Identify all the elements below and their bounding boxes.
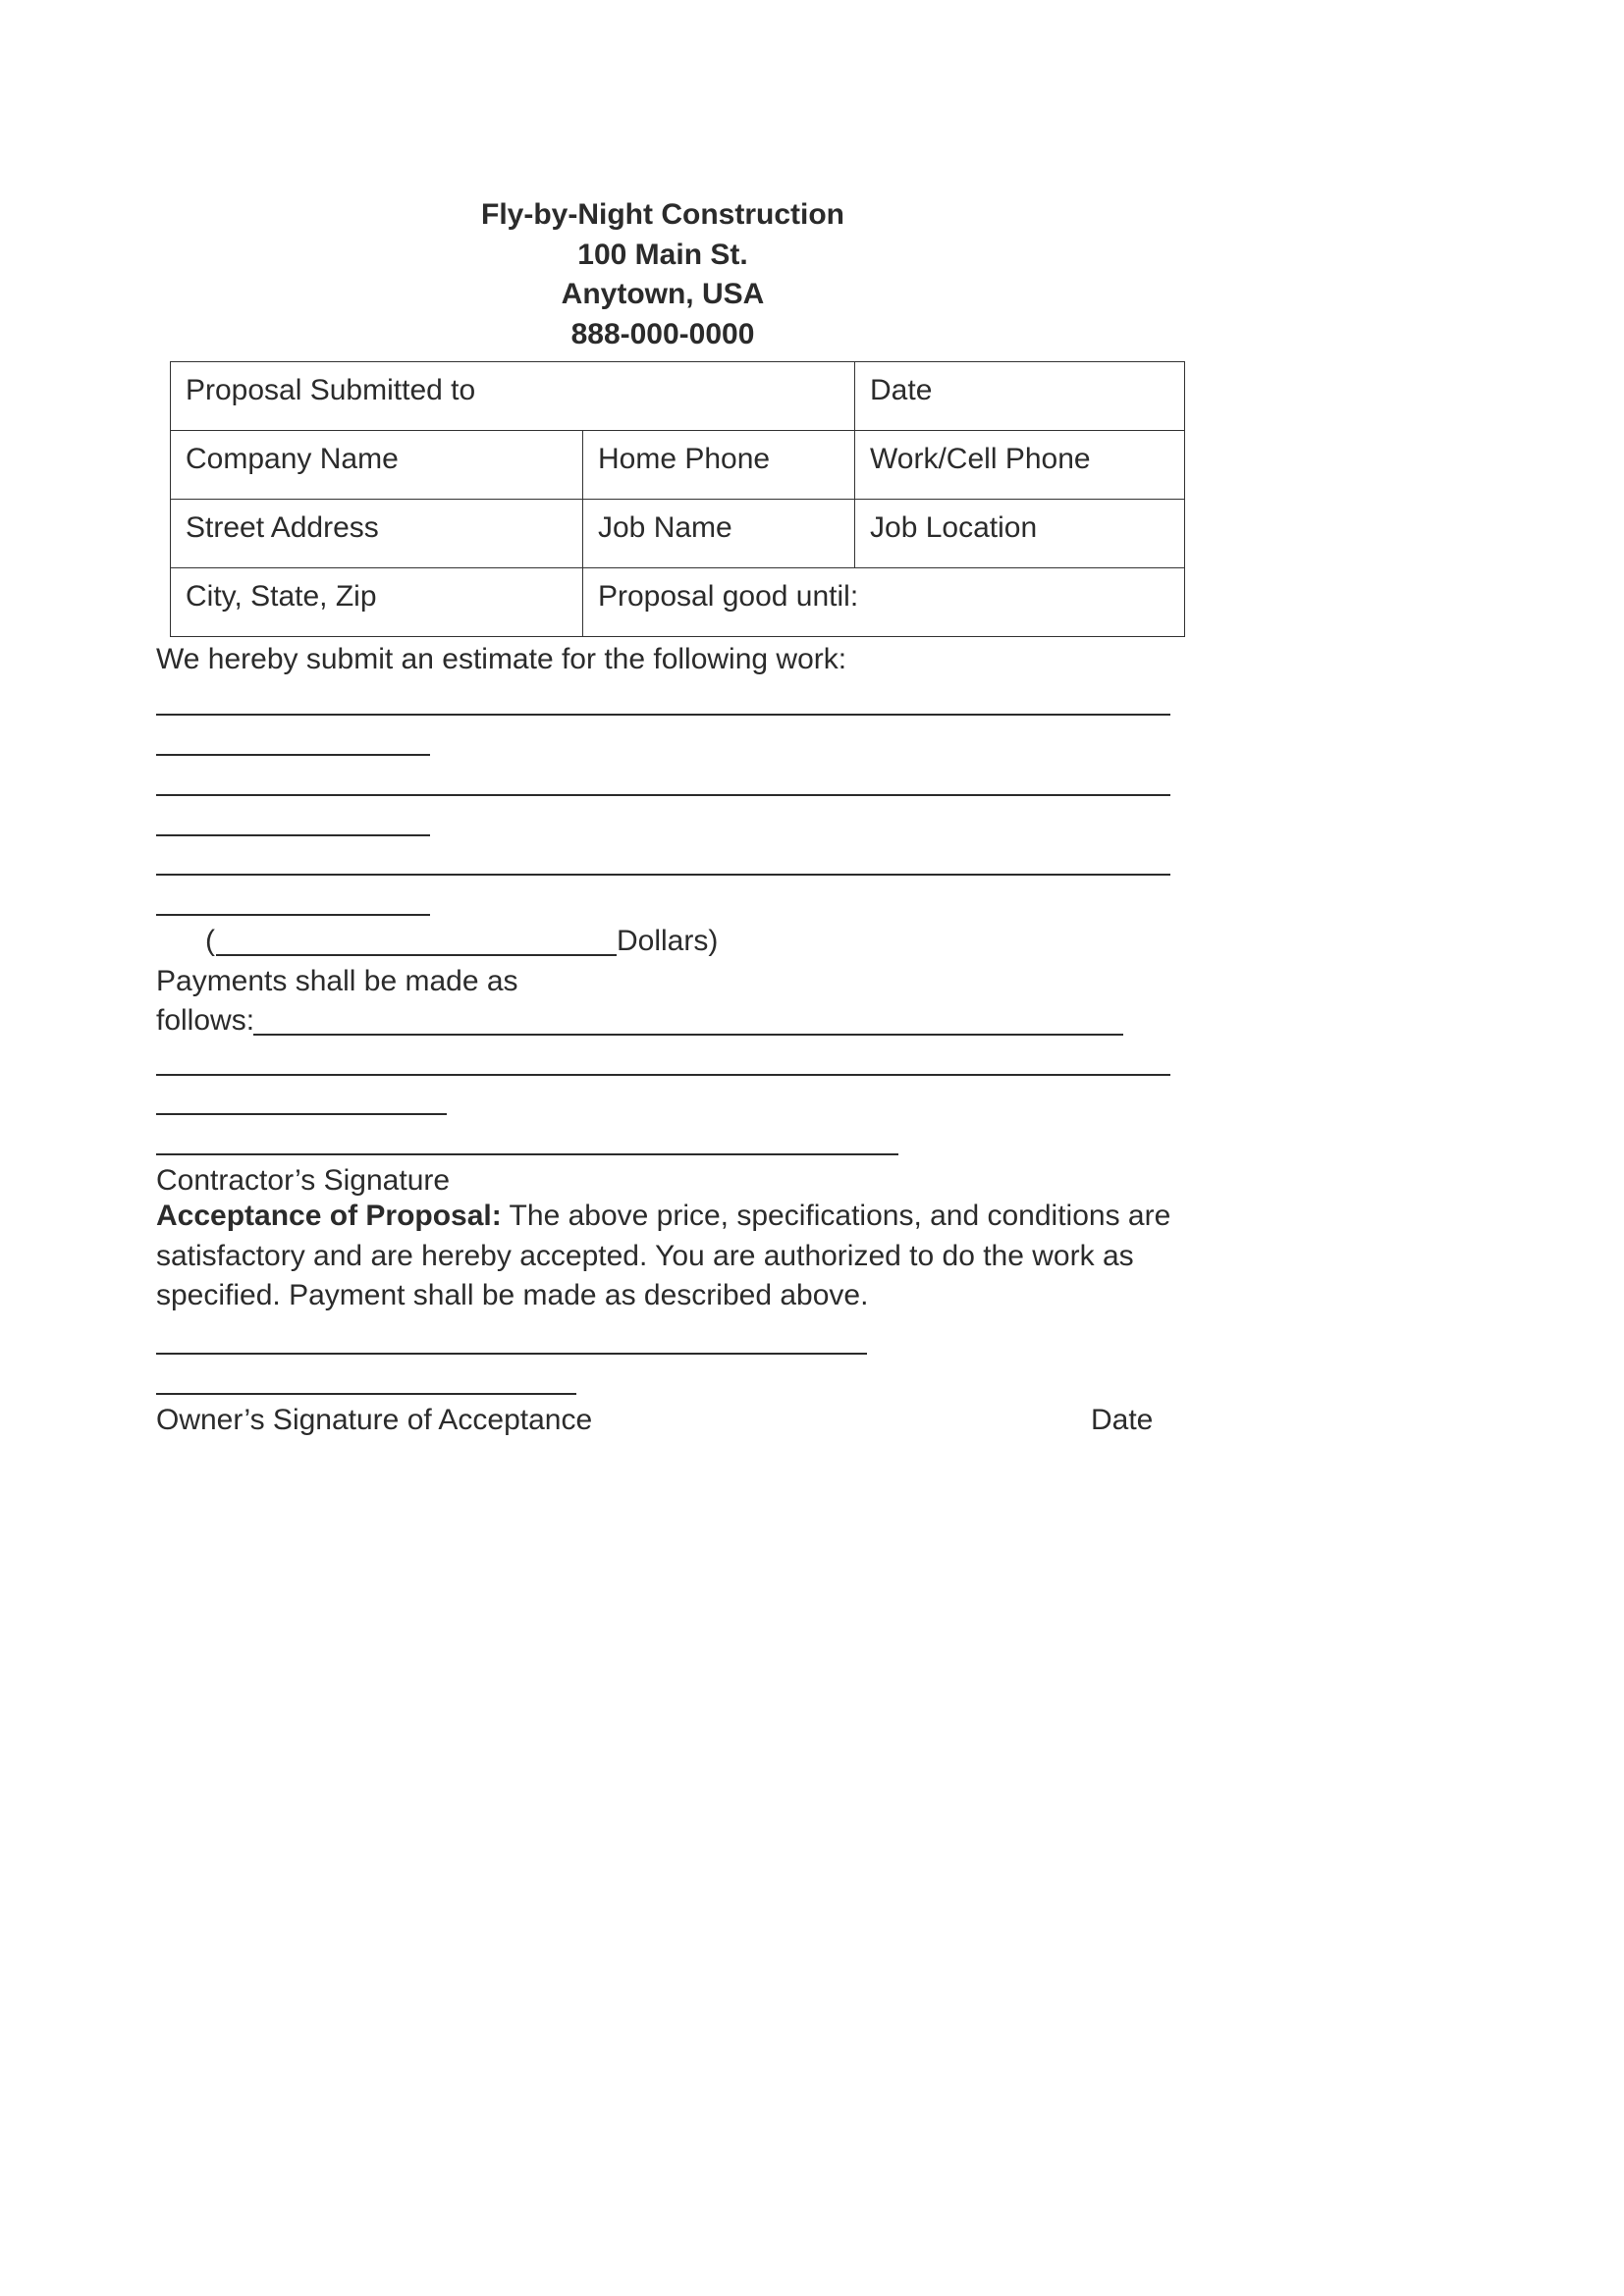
- table-row: [171, 431, 1185, 500]
- owner-signature-line[interactable]: [156, 1353, 867, 1355]
- acceptance-paragraph: [156, 1197, 1177, 1316]
- work-description-line[interactable]: [156, 874, 1170, 876]
- payments-terms-line[interactable]: [253, 1034, 1123, 1036]
- payments-terms-line[interactable]: [156, 1074, 1170, 1076]
- home-phone-field[interactable]: Home Phone: [583, 431, 855, 500]
- owner-signature-label: Owner’s Signature of Acceptance: [156, 1404, 593, 1436]
- city-state-zip-field[interactable]: City, State, Zip: [171, 568, 583, 637]
- dollars-label: Dollars): [617, 925, 719, 957]
- work-description-line[interactable]: [156, 754, 430, 756]
- dollars-amount-line[interactable]: [216, 954, 617, 956]
- table-row: [171, 362, 1185, 431]
- proposal-info-table: [170, 361, 1185, 637]
- company-name: Fly-by-Night Construction: [481, 198, 844, 231]
- contractor-signature-label: Contractor’s Signature: [156, 1164, 451, 1197]
- proposal-good-until-field[interactable]: Proposal good until:: [583, 568, 1185, 637]
- date-field[interactable]: Date: [855, 362, 1185, 431]
- table-row: [171, 568, 1185, 637]
- work-description-line[interactable]: [156, 834, 430, 836]
- payments-terms-line[interactable]: [156, 1113, 447, 1115]
- job-location-field[interactable]: Job Location: [855, 500, 1185, 568]
- estimate-intro: We hereby submit an estimate for the following work:: [156, 643, 847, 675]
- proposal-submitted-to-field[interactable]: Proposal Submitted to: [171, 362, 855, 431]
- company-name-field[interactable]: Company Name: [171, 431, 583, 500]
- company-street: 100 Main St.: [577, 238, 748, 271]
- company-phone: 888-000-0000: [570, 317, 755, 350]
- acceptance-heading: Acceptance of Proposal:: [156, 1200, 502, 1232]
- work-description-line[interactable]: [156, 794, 1170, 796]
- dollars-open-paren: (: [205, 925, 215, 957]
- street-address-field[interactable]: Street Address: [171, 500, 583, 568]
- payments-label-line2: follows:: [156, 1004, 255, 1037]
- work-description-line[interactable]: [156, 914, 430, 916]
- payments-label-line1: Payments shall be made as: [156, 965, 518, 997]
- owner-date-label: Date: [1091, 1404, 1154, 1436]
- work-description-line[interactable]: [156, 714, 1170, 716]
- job-name-field[interactable]: Job Name: [583, 500, 855, 568]
- contractor-signature-line[interactable]: [156, 1153, 898, 1155]
- owner-date-line[interactable]: [156, 1393, 576, 1395]
- work-cell-phone-field[interactable]: Work/Cell Phone: [855, 431, 1185, 500]
- company-header: [403, 195, 923, 354]
- acceptance-body: The above price, specifications, and conditions are satisfactory and are hereby accepted. You are authorized to do the work as specified. Payment shall be made as described above.: [156, 1200, 1171, 1311]
- company-city: Anytown, USA: [561, 278, 765, 310]
- table-row: [171, 500, 1185, 568]
